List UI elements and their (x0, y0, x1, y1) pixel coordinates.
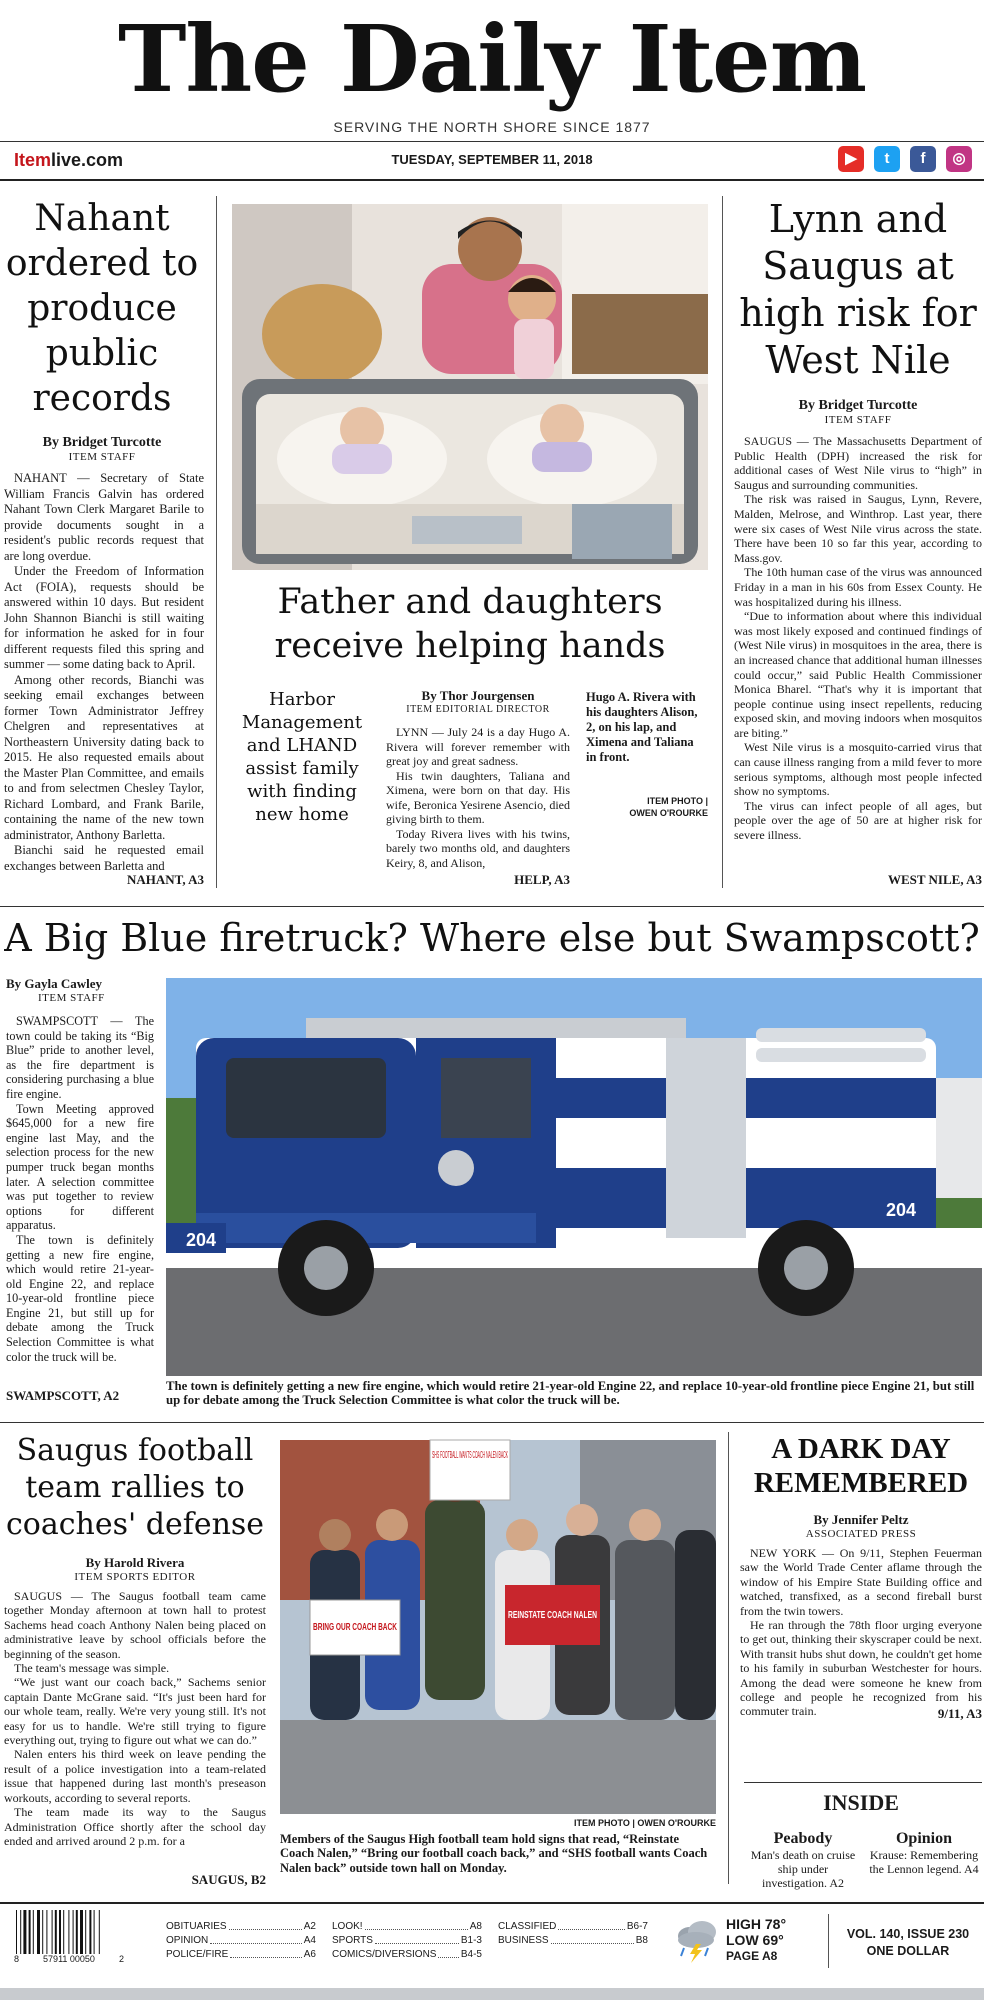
site-link-rest: live.com (51, 150, 124, 170)
inside-item-head: Peabody (773, 1830, 833, 1847)
nahant-body (0, 471, 204, 873)
article-paragraph: His twin daughters, Taliana and Ximena, were born on that day. His wife, Beronica Yesirene Asencio, died giving birth to them. (386, 768, 570, 826)
article-paragraph: The team's message was simple. (14, 1661, 170, 1676)
saugus-rally-photo (280, 1440, 716, 1814)
article-paragraph: Among other records, Bianchi was seeking email exchanges between former Town Administrator Jeffrey Chelgren and representatives at Northeastern University dating back to 2015. He also requested emails about the Master Plan Committee, and emails to and from selectmen Chesley Taylor, Richard Lombard, and Frank Barile, containing the name of the new town administrator, Anthony Barletta. (4, 672, 204, 842)
masthead-tagline: SERVING THE NORTH SHORE SINCE 1877 (333, 119, 651, 135)
index-section: POLICE/FIRE (166, 1949, 229, 1960)
westnile-body (734, 434, 982, 856)
article-paragraph: Nalen enters his third week on leave pending the result of a police investigation into a team-related issue that happened during last month's preseason workouts, according to several reports. (4, 1747, 266, 1805)
article-paragraph: SAUGUS — The Saugus football team came together Monday afternoon at town hall to protest Sachems head coach Anthony Nalen being placed on administrative leave by school officials before the beginning of the season. (4, 1589, 266, 1661)
index-page: A8 (469, 1921, 482, 1932)
nahant-byline: By Bridget Turcotte (42, 435, 162, 450)
index-leader-dots (230, 1948, 302, 1958)
saugus-photo-caption: Members of the Saugus High football team hold signs that read, “Reinstate Coach Nalen,” “Bring our football coach back,” and “SHS football wants Coach Nalen back” outside town hall on Monday. (280, 1832, 708, 1875)
article-paragraph: SAUGUS — The Massachusetts Department of Public Health (DPH) increased the risk for additional cases of West Nile virus to “high” in Saugus and surrounding communities. (734, 434, 982, 492)
saugus-story (4, 1432, 266, 1879)
index-page: A2 (303, 1921, 316, 1932)
index-page: B6-7 (626, 1921, 648, 1932)
nahant-byline-role: ITEM STAFF (68, 451, 136, 463)
article-paragraph: Town Meeting approved $645,000 for a new fire engine last May, and the selection process for the new pumper truck began months later. A selection committee was put together to review options for different apparatus. (6, 1101, 154, 1233)
twitter-icon[interactable]: t (874, 146, 900, 172)
barcode-digit-right: 2 (118, 1954, 124, 1964)
help-body (386, 725, 570, 870)
help-photo-caption: Hugo A. Rivera with his daughters Alison, 2, on his lap, and Ximena and Taliana in front. (586, 690, 698, 764)
saugus-byline: By Harold Rivera (85, 1555, 185, 1570)
article-paragraph: SWAMPSCOTT — The town could be taking its “Big Blue” pride to another level, as the fire department is considering purchasing a blue fire engine. (6, 1014, 154, 1101)
column-rule-1 (216, 196, 217, 888)
index-entry[interactable] (332, 1934, 482, 1948)
article-paragraph: NAHANT — Secretary of State William Francis Galvin has ordered Nahant Town Clerk Margaret Barile to provide documents sought in a resident's public records request that are long overdue. (4, 471, 204, 563)
section-rule-1 (0, 906, 984, 907)
darkday-story (740, 1432, 982, 1742)
article-paragraph: The team made its way to the Saugus Administration Office shortly after the school day ended and arrived around 2 p.m. for a (4, 1805, 266, 1848)
index-entry[interactable] (498, 1920, 648, 1934)
help-photo-credit-1: ITEM PHOTO | (647, 796, 708, 806)
inside-item-peabody[interactable] (744, 1830, 862, 1890)
index-page: A6 (303, 1949, 316, 1960)
saugus-headline[interactable]: Saugus football team rallies to coaches' defense (5, 1433, 265, 1542)
index-section: SPORTS (332, 1935, 373, 1946)
article-paragraph: “We just want our coach back,” Sachems senior captain Dante McGrane said. “It's just been hard for our whole team, really. We're very young still. It's not easy for us to handle. We're still trying to figure everything out, trying to figure out what we can do.” (4, 1675, 266, 1748)
firetruck-photo-caption: The town is definitely getting a new fire engine, which would retire 21-year-old Engine 22, and replace 10-year-old frontline piece Engine 21, but still up for debate among the Truck Selection Committee is what color the truck will be. (166, 1379, 975, 1407)
darkday-jump[interactable]: 9/11, A3 (937, 1706, 982, 1721)
masthead-title: The Daily Item (117, 5, 867, 113)
inside-item-text: Krause: Remembering the Lennon legend. A4 (869, 1848, 979, 1876)
rivera-family-photo (232, 204, 708, 570)
westnile-headline[interactable]: Lynn and Saugus at high risk for West Nile (739, 197, 977, 382)
westnile-story (734, 196, 982, 856)
rivera-family-photo-image (232, 204, 708, 570)
article-paragraph: Bianchi said he requested email exchanges between Barletta and (4, 843, 204, 873)
help-byline: By Thor Jourgensen (421, 688, 535, 703)
weather-page[interactable]: PAGE A8 (726, 1949, 778, 1963)
saugus-sign-bring: BRING OUR COACH BACK (313, 1622, 398, 1633)
firetruck-headline[interactable]: A Big Blue firetruck? Where else but Swampscott? (4, 916, 980, 960)
inside-item-text: Man's death on cruise ship under investigation. A2 (750, 1848, 856, 1890)
article-paragraph: LYNN — July 24 is a day Hugo A. Rivera will forever remember with great joy and great sadness. (386, 725, 570, 768)
masthead-rule-bottom (0, 179, 984, 181)
inside-rule (744, 1782, 982, 1783)
weather-low: LOW 69° (726, 1932, 784, 1948)
westnile-byline-role: ITEM STAFF (824, 414, 892, 426)
darkday-headline[interactable]: A DARK DAY REMEMBERED (753, 1433, 969, 1499)
index-leader-dots (438, 1948, 458, 1958)
nahant-headline[interactable]: Nahant ordered to produce public records (5, 198, 199, 419)
barcode-digit-left: 8 (14, 1954, 20, 1964)
help-headline[interactable]: Father and daughters receive helping hands (274, 582, 666, 666)
saugus-jump[interactable]: SAUGUS, B2 (191, 1872, 266, 1887)
index-section: COMICS/DIVERSIONS (332, 1949, 437, 1960)
saugus-rally-photo-image (280, 1440, 716, 1814)
article-paragraph: NEW YORK — On 9/11, Stephen Feuerman saw the World Trade Center aflame through the window of his Empire State Building office and watched, transfixed, as a second fireball burst from the twin towers. (740, 1546, 982, 1618)
saugus-byline-role: ITEM SPORTS EDITOR (74, 1571, 196, 1583)
firetruck-photo-image (166, 978, 982, 1376)
column-rule-2 (722, 196, 723, 888)
article-paragraph: Under the Freedom of Information Act (FOIA), requests should be answered within 10 days. But resident John Shannon Bianchi is still waiting for information he asked for in four different requests filed this spring and summer — some dating back to April. (4, 564, 204, 671)
volume-issue: VOL. 140, ISSUE 230 (846, 1927, 970, 1941)
facebook-icon[interactable]: f (910, 146, 936, 172)
page-bottom-band (0, 1988, 984, 2000)
footer-rule (0, 1902, 984, 1904)
firetruck-story (6, 976, 154, 1382)
firetruck-body (6, 1014, 154, 1382)
index-column (498, 1920, 648, 1962)
edition-date: TUESDAY, SEPTEMBER 11, 2018 (391, 152, 593, 167)
index-leader-dots (558, 1920, 625, 1930)
index-leader-dots (229, 1920, 302, 1930)
firetruck-byline: By Gayla Cawley (6, 976, 103, 991)
firetruck-jump[interactable]: SWAMPSCOTT, A2 (6, 1388, 120, 1403)
article-paragraph: Today Rivera lives with his twins, barely two months old, and daughters Keiry, 8, and Alison, (386, 826, 570, 870)
weather-box (726, 1916, 826, 1964)
site-link-red: Item (14, 150, 52, 170)
inside-title: INSIDE (823, 1790, 899, 1815)
help-story (386, 688, 570, 870)
article-paragraph: The virus can infect people of all ages, but people over the age of 50 are at higher risk for severe illness. (734, 798, 982, 843)
nahant-story (0, 196, 204, 873)
index-leader-dots (551, 1934, 634, 1944)
instagram-icon[interactable]: ◎ (946, 146, 972, 172)
help-jump[interactable]: HELP, A3 (514, 872, 570, 887)
section-rule-2 (0, 1422, 984, 1423)
index-section: OBITUARIES (166, 1921, 227, 1932)
westnile-jump[interactable]: WEST NILE, A3 (887, 872, 982, 887)
price: ONE DOLLAR (866, 1944, 950, 1958)
index-entry[interactable] (332, 1920, 482, 1934)
saugus-photo-credit: ITEM PHOTO | OWEN O'ROURKE (574, 1818, 716, 1828)
firetruck-number-side: 204 (886, 1200, 917, 1220)
barcode (14, 1910, 124, 1968)
firetruck-byline-role: ITEM STAFF (38, 992, 105, 1004)
index-section: LOOK! (332, 1921, 363, 1932)
help-byline-role: ITEM EDITORIAL DIRECTOR (406, 704, 550, 715)
inside-item-opinion[interactable] (866, 1830, 982, 1876)
index-leader-dots (375, 1934, 459, 1944)
index-entry[interactable] (498, 1934, 648, 1948)
index-leader-dots (365, 1920, 468, 1930)
article-paragraph: “Due to information about where this individual was most likely exposed and continued findings of (West Nile virus) in mosquitoes in the area, there is an increased chance that additional human illnesses could occur,” said Public Health Commissioner Monica Bharel. “That's why it is important that people continue using insect repellents, reducing exposed skin, and moving indoors when mosquitos are biting.” (734, 609, 982, 740)
youtube-icon[interactable]: ▶ (838, 146, 864, 172)
column-rule-3 (728, 1432, 729, 1884)
saugus-sign-reinstate: REINSTATE COACH NALEN (508, 1610, 597, 1621)
firetruck-photo (166, 978, 982, 1376)
index-page: B8 (635, 1935, 648, 1946)
index-column (332, 1920, 482, 1962)
saugus-body (4, 1589, 266, 1879)
index-entry[interactable] (166, 1934, 316, 1948)
index-leader-dots (210, 1934, 302, 1944)
inside-item-head: Opinion (895, 1830, 953, 1847)
nahant-jump[interactable]: NAHANT, A3 (126, 872, 204, 887)
index-page: A4 (303, 1935, 316, 1946)
index-entry[interactable] (332, 1948, 482, 1962)
darkday-byline: By Jennifer Peltz (813, 1512, 909, 1527)
saugus-sign-shs: SHS FOOTBALL WANTS COACH NALEN BACK (432, 1450, 509, 1461)
footer-divider (828, 1914, 829, 1968)
index-section: CLASSIFIED (498, 1921, 557, 1932)
index-page: B1-3 (460, 1935, 482, 1946)
issue-info (834, 1926, 982, 1960)
index-entry[interactable] (166, 1920, 316, 1934)
index-section: BUSINESS (498, 1935, 549, 1946)
barcode-digits: 57911 00050 (43, 1954, 95, 1964)
article-paragraph: The 10th human case of the virus was announced Friday in a man in his 60s from Essex County. He was hospitalized during his illness. (734, 565, 982, 609)
storm-cloud-icon (672, 1916, 722, 1966)
article-paragraph: West Nile virus is a mosquito-carried virus that can cause illness ranging from a mild fever to more serious symptoms, although most people infected show no symptoms. (734, 740, 982, 799)
westnile-byline: By Bridget Turcotte (798, 398, 918, 413)
weather-high: HIGH 78° (726, 1916, 787, 1932)
help-photo-credit-2: OWEN O'ROURKE (629, 808, 708, 818)
article-paragraph: He ran through the 78th floor urging everyone to get out, thinking their skyscraper could be next. With transit hubs shut down, he couldn't get home to his family in suburban Westchester for hours. Among the dead were someone he knew from college and people he recognized from his commuter train. (740, 1618, 982, 1719)
firetruck-number-front: 204 (186, 1230, 217, 1250)
page-index (166, 1920, 666, 1962)
darkday-byline-role: ASSOCIATED PRESS (805, 1528, 917, 1540)
help-deck: Harbor Management and LHAND assist family with finding new home (241, 689, 363, 825)
index-entry[interactable] (166, 1948, 316, 1962)
index-page: B4-5 (460, 1949, 482, 1960)
masthead-rule-top (0, 141, 984, 142)
index-section: OPINION (166, 1935, 209, 1946)
barcode-image (14, 1910, 124, 1954)
article-paragraph: The town is definitely getting a new fire engine, which would retire 21-year-old Engine 22, and replace 10-year-old frontline piece Engine 21, but still up for debate among the Truck Selection Committee is what color the truck will be. (6, 1232, 154, 1364)
article-paragraph: The risk was raised in Saugus, Lynn, Revere, Malden, Melrose, and Winthrop. Last year, there were six cases of West Nile virus across the state. There have been 10 so far this year, according to Mass.gov. (734, 492, 982, 565)
index-column (166, 1920, 316, 1962)
